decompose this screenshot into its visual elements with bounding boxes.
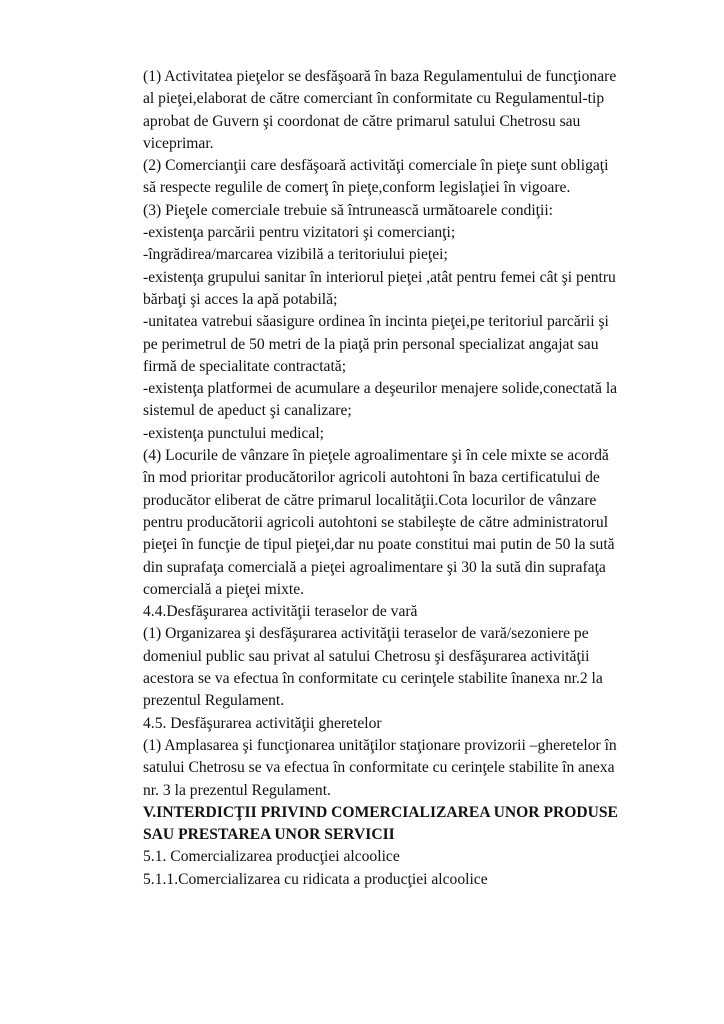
text-line: aprobat de Guvern şi coordonat de către primarul satului Chetrosu sau: [143, 112, 581, 130]
text-line: (1) Activitatea pieţelor se desfăşoară în baza Regulamentului de funcţionare: [143, 68, 617, 85]
text-line: din suprafaţa comercială a pieţei agroalimentare şi 30 la sută din suprafaţa: [143, 558, 606, 576]
section-heading: 5.1.1.Comercializarea cu ridicata a producţiei alcoolice: [143, 870, 488, 888]
text-line: (1) Amplasarea şi funcţionarea unităţilor staţionare provizorii –gheretelor în: [143, 736, 617, 754]
section-heading: 5.1. Comercializarea producţiei alcoolice: [143, 848, 400, 866]
text-line: satului Chetrosu se va efectua în conformitate cu cerinţele stabilite în anexa: [143, 759, 615, 777]
text-line: (2) Comercianţii care desfăşoară activităţi comerciale în pieţe sunt obligaţi: [143, 157, 609, 175]
text-line: -existenţa grupului sanitar în interiorul pieţei ,atât pentru femei cât şi pentru: [143, 268, 616, 286]
document-body: [143, 66, 678, 891]
text-line: comercială a pieţei mixte.: [143, 580, 305, 598]
text-line: producător eliberat de către primarul localităţii.Cota locurilor de vânzare: [143, 491, 597, 509]
text-line: pentru producătorii agricoli autohtoni se stabileşte de către administratorul: [143, 513, 609, 531]
text-line: domeniul public sau privat al satului Chetrosu şi desfăşurarea activităţii: [143, 647, 590, 665]
text-line: prezentul Regulament.: [143, 692, 285, 710]
text-line: -existenţa platformei de acumulare a deşeurilor menajere solide,conectată la: [143, 380, 618, 398]
text-line: pieţei în funcţie de tipul pieţei,dar nu poate constitui mai putin de 50 la sută: [143, 536, 615, 554]
chapter-heading: V.INTERDICŢII PRIVIND COMERCIALIZAREA UNOR PRODUSE: [143, 803, 618, 821]
text-line: -existenţa punctului medical;: [143, 424, 325, 442]
section-heading: 4.5. Desfăşurarea activităţii gheretelor: [143, 714, 382, 732]
text-line: în mod prioritar producătorilor agricoli autohtoni în baza certificatului de: [143, 469, 600, 487]
text-line: sistemul de apeduct şi canalizare;: [143, 402, 352, 420]
text-line: (3) Pieţele comerciale trebuie să întrunească următoarele condiţii:: [143, 201, 554, 219]
text-line: al pieţei,elaborat de către comerciant în conformitate cu Regulamentul-tip: [143, 90, 605, 108]
text-line: pe perimetrul de 50 metri de la piaţă prin personal specializat angajat sau: [143, 335, 599, 353]
chapter-heading: SAU PRESTAREA UNOR SERVICII: [143, 826, 395, 844]
text-line: -unitatea vatrebui săasigure ordinea în incinta pieţei,pe teritoriul parcării şi: [143, 313, 609, 331]
text-line: acestora se va efectua în conformitate cu cerinţele stabilite înanexa nr.2 la: [143, 670, 603, 688]
text-line: -îngrădirea/marcarea vizibilă a teritoriului pieţei;: [143, 246, 448, 264]
text-line: (1) Organizarea şi desfăşurarea activităţii teraselor de vară/sezoniere pe: [143, 625, 589, 643]
text-line: firmă de specialitate contractată;: [143, 357, 347, 375]
text-line: viceprimar.: [143, 134, 214, 152]
text-line: (4) Locurile de vânzare în pieţele agroalimentare şi în cele mixte se acordă: [143, 447, 609, 465]
text-line: -existenţa parcării pentru vizitatori şi comercianţi;: [143, 224, 456, 242]
text-line: bărbaţi şi acces la apă potabilă;: [143, 290, 338, 308]
text-line: să respecte regulile de comerţ în pieţe,conform legislaţiei în vigoare.: [143, 179, 571, 197]
section-heading: 4.4.Desfăşurarea activităţii teraselor de vară: [143, 603, 418, 621]
text-line: nr. 3 la prezentul Regulament.: [143, 781, 331, 799]
